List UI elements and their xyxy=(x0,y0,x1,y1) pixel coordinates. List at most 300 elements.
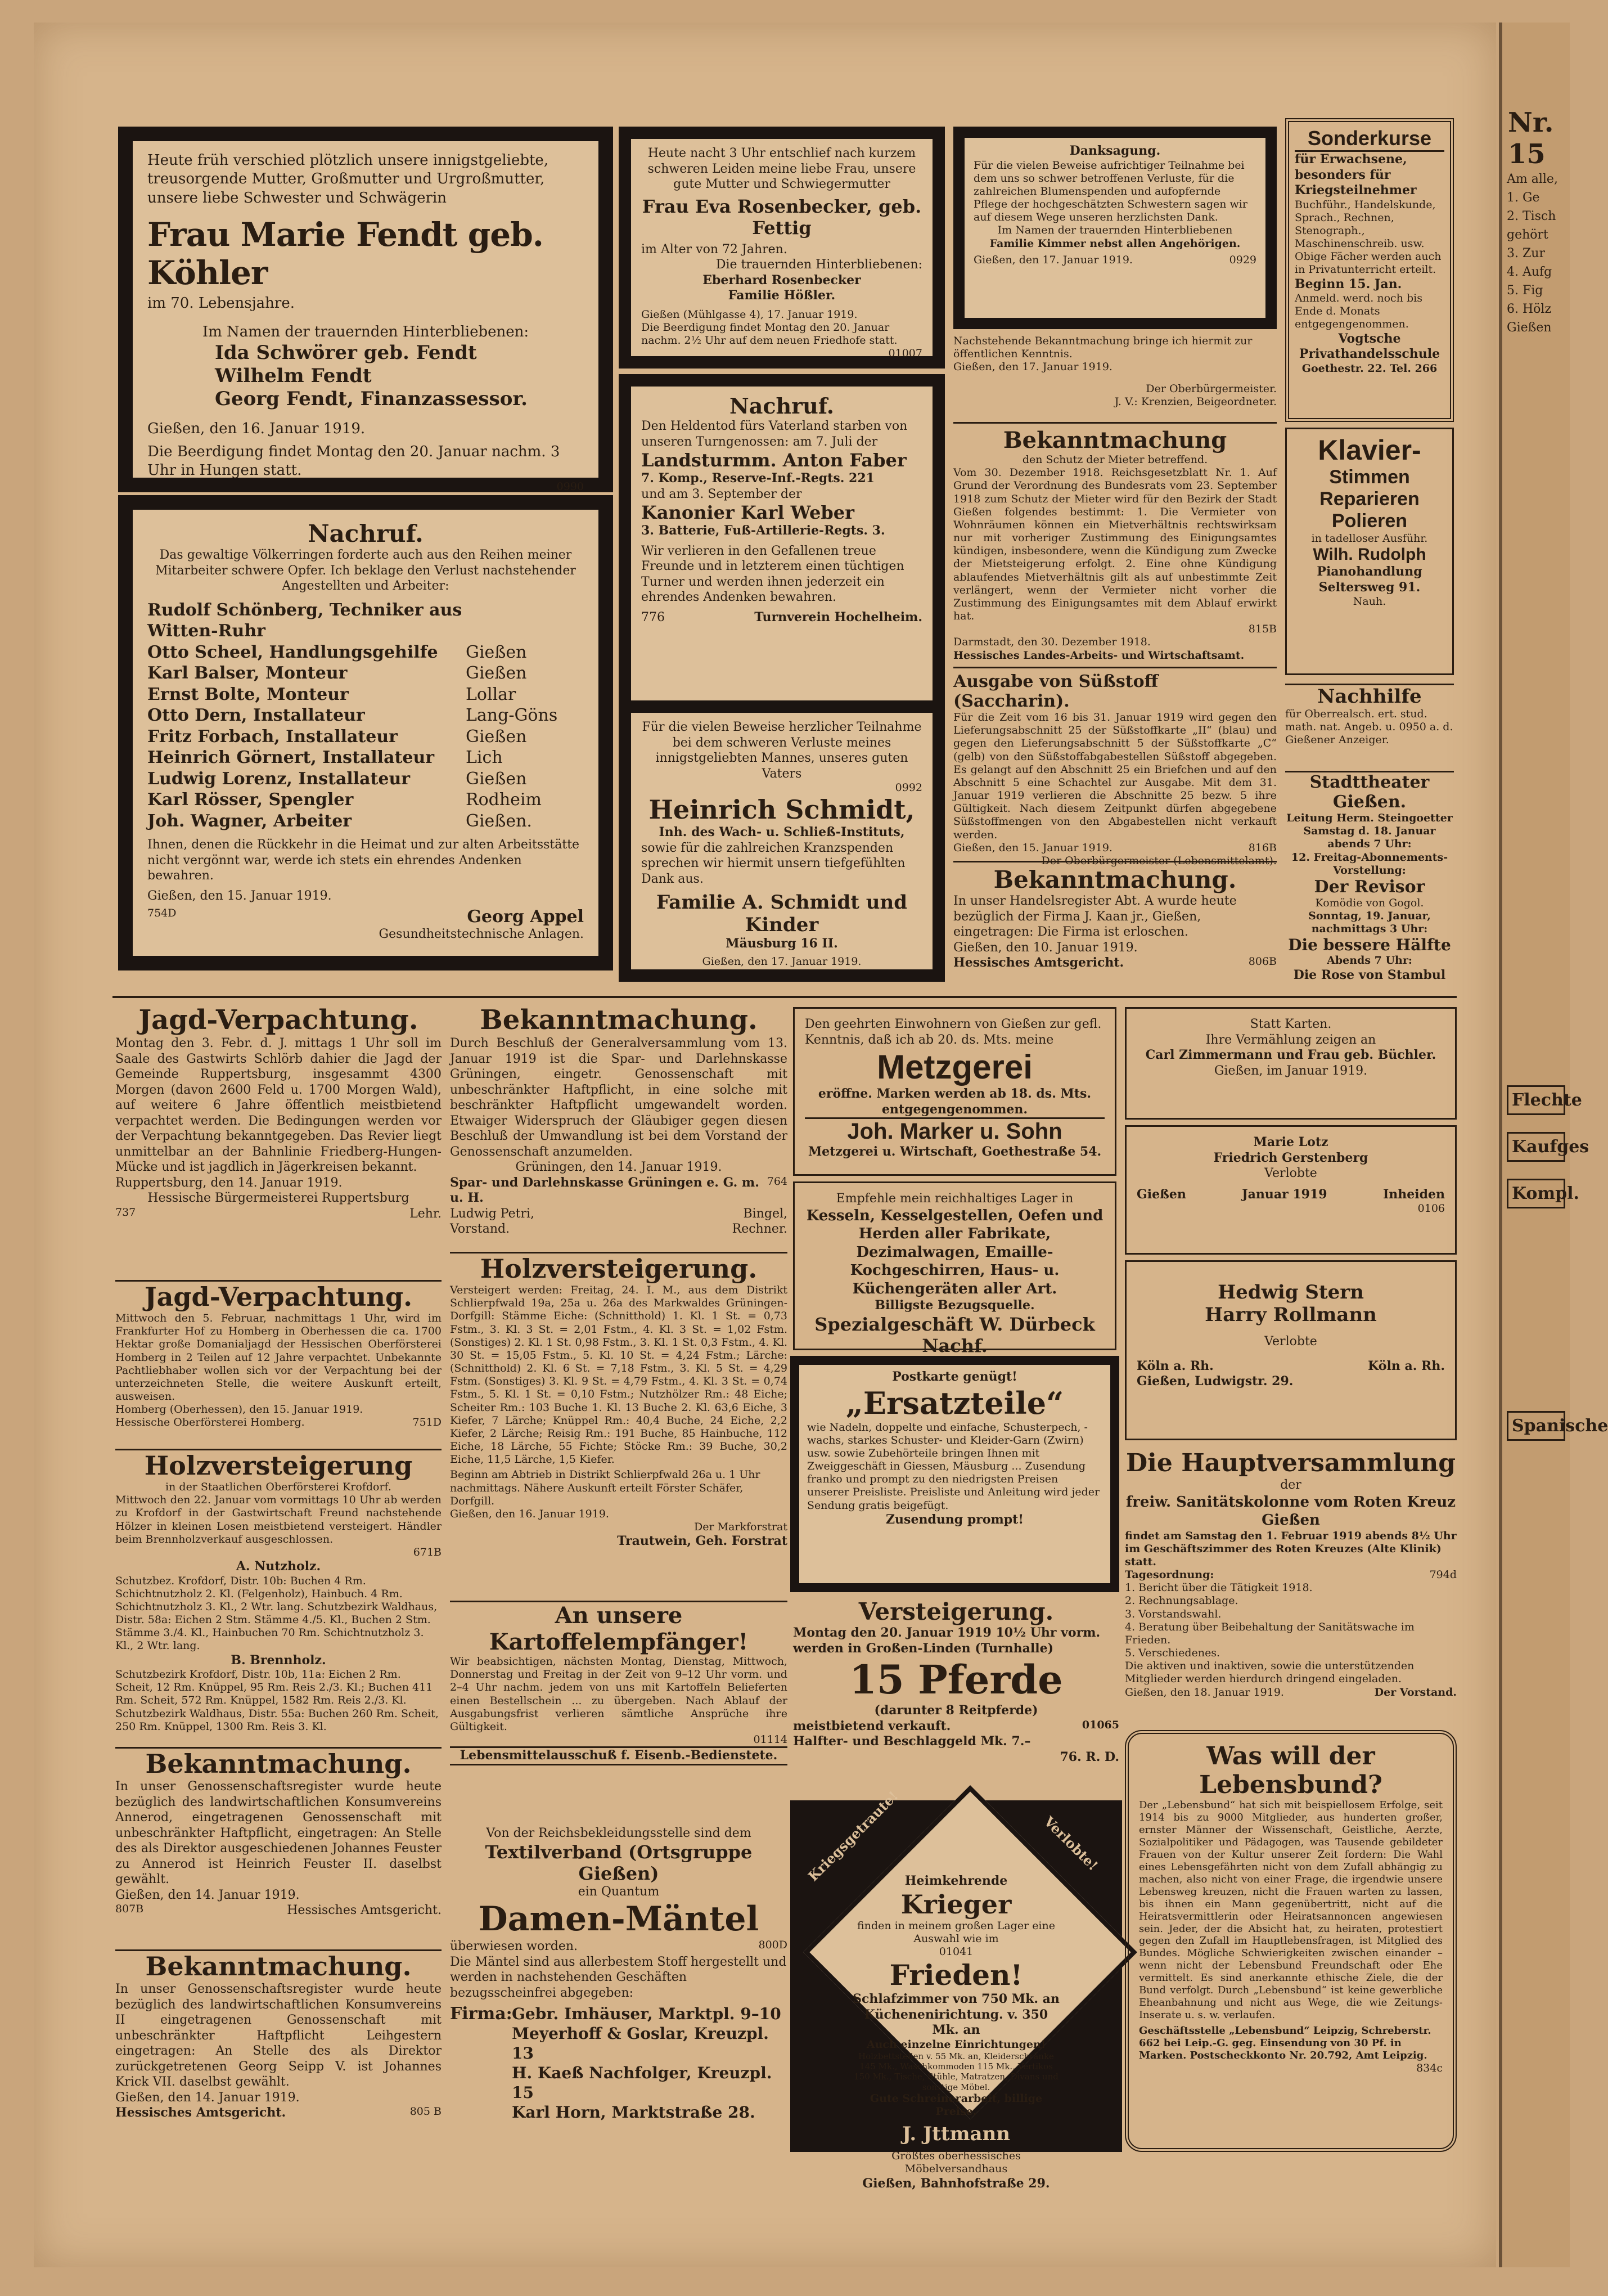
show-time: Samstag d. 18. Januar abends 7 Uhr: xyxy=(1303,825,1436,851)
person-name: Rudolf Schönberg, Techniker aus Witten-Ruhr xyxy=(147,600,462,641)
notice-text: Nachstehende Bekanntmachung bringe ich hiermit zur öffentlichen Kenntnis. xyxy=(953,335,1253,361)
notice-date: Gießen, den 14. Januar 1919. xyxy=(115,2090,300,2105)
fallen-name: Kanonier Karl Weber xyxy=(641,502,854,523)
theater-director: Leitung Herm. Steingoetter xyxy=(1286,812,1453,824)
person-place: Gießen xyxy=(466,769,527,789)
signer-role: Vorstand. xyxy=(450,1222,510,1236)
ad-code: 01041 xyxy=(939,1945,974,1958)
nachhilfe-ad xyxy=(1285,684,1454,765)
ad-quantity: ein Quantum xyxy=(578,1884,660,1899)
nachruf-closing: Ihnen, denen die Rückkehr in die Heimat und zur alten Arbeitsstätte nicht vergönnt war, werde ich stets ein ehrendes Andenken bewahren. xyxy=(147,838,580,883)
obituary-intro: Heute nacht 3 Uhr entschlief nach kurzem schweren Leiden meine liebe Frau, unsere gute Mutter und Schwiegermutter xyxy=(647,146,916,191)
ad-date: Gießen, im Januar 1919. xyxy=(1214,1063,1368,1078)
edge-text: 4. Aufg xyxy=(1507,265,1552,279)
edge-box: Flechte xyxy=(1507,1085,1565,1115)
ad-code: 671B xyxy=(413,1545,442,1558)
offer-line: Auch einzelne Einrichtungen! xyxy=(866,2038,1046,2051)
notice-signer: Lebensmittelausschuß f. Eisenb.-Bedienstete. xyxy=(450,1746,787,1765)
ad-mid: eröffne. Marken werden ab 18. ds. Mts. entgegengenommen. xyxy=(818,1086,1092,1117)
notice-date: Gießen, den 14. Januar 1919. xyxy=(115,1888,300,1902)
ad-title: Krieger xyxy=(900,1889,1012,1920)
nachruf-intro: Das gewaltige Völkerringen forderte auch aus den Reihen meiner Mitarbeiter schwere Opfer. Ich beklage den Verlust nachstehender Angestellten und Arbeiter: xyxy=(155,548,576,593)
krieger-content xyxy=(852,1873,1060,2191)
person-place: Lollar xyxy=(466,684,516,704)
notice-signer: Hessisches Amtsgericht. xyxy=(115,2105,286,2120)
fallen-unit: 7. Komp., Reserve-Inf.-Regts. 221 xyxy=(641,471,875,486)
hauptversammlung-notice xyxy=(1125,1449,1457,1724)
section-body: Schutzbez. Krofdorf, Distr. 10b: Buchen 4 Rm. Schichtnutzholz 2. Kl. (Felgenholz), Hainbuch. 4 Rm. Schichtnutzholz 3. Kl., 2 Wtr. lang. Schutzbezirk Waldhaus, Distr. 58a: Eichen 2 Stm. Stämme 4./5. Kl., Buchen 2 Stm. Stämme 3./4. Kl., Hainbuchen 70 Rm. Schichtnutzholz 3. Kl., 2 Wtr. lang. xyxy=(115,1574,438,1652)
ad-bottom: Zusendung prompt! xyxy=(886,1512,1024,1527)
offer-line: Schlafzimmer von 750 Mk. an xyxy=(853,1992,1060,2007)
ad-code: 807B xyxy=(115,1903,144,1915)
obituary-intro: Heute früh verschied plötzlich unsere innigstgeliebte, treusorgende Mutter, Großmutter und Urgroßmutter, unsere liebe Schwester und Schwägerin xyxy=(147,152,549,206)
thanks-schmidt xyxy=(619,700,945,982)
org-name: freiw. Sanitätskolonne vom Roten Kreuz Gießen xyxy=(1125,1493,1456,1529)
offer-line: Gute Schreinerarbeit, billige Preise. xyxy=(870,2092,1043,2118)
service-2: Reparieren xyxy=(1319,488,1420,510)
funeral-info: Die Beerdigung findet Montag den 20. Januar nachm. 2½ Uhr auf dem neuen Friedhofe statt. xyxy=(641,321,898,347)
vermaehlung-ad xyxy=(1125,1007,1457,1120)
obituary-age: im Alter von 72 Jahren. xyxy=(641,242,787,257)
damen-maentel-ad xyxy=(450,1826,787,2152)
ad-date: Januar 1919 xyxy=(1242,1187,1327,1202)
list-item xyxy=(147,747,584,769)
section-body: Schutzbezirk Krofdorf, Distr. 10b, 11a: Eichen 2 Rm. Scheit, 12 Rm. Knüppel, 95 Rm. Reis 2./3. Kl.; Buchen 411 Rm. Scheit, 572 Rm. Knüppel, 1582 Rm. Reis 2./3. Kl. Schutzbezirk Waldhaus, Distr. 55a: Buchen 260 Rm. Scheit, 250 Rm. Knüppel, 1300 Rm. Reis 3. Kl. xyxy=(115,1668,439,1733)
ad-sub: (darunter 8 Reitpferde) xyxy=(874,1703,1038,1718)
person-name: Otto Scheel, Handlungsgehilfe xyxy=(147,642,438,662)
notice-signer: Der Markforstrat xyxy=(694,1521,787,1534)
nachruf-intro: Den Heldentod fürs Vaterland starben von unseren Turngenossen: am 7. Juli der xyxy=(641,419,908,449)
list-item xyxy=(147,642,584,663)
mourner-name: Ida Schwörer geb. Fendt xyxy=(215,342,477,365)
suessstoff-notice xyxy=(953,667,1277,867)
ad-line: meistbietend verkauft. xyxy=(793,1718,951,1733)
edge-text: Gießen xyxy=(1507,321,1552,335)
ad-top: Postkarte genügt! xyxy=(892,1369,1017,1384)
notice-der: der xyxy=(1280,1478,1301,1492)
ad-code: 01065 xyxy=(1082,1718,1119,1731)
notice-date: Darmstadt, den 30. Dezember 1918. xyxy=(953,636,1151,649)
notice-signer: Hessisches Amtsgericht. xyxy=(953,955,1124,970)
ad-line: Statt Karten. xyxy=(1250,1017,1332,1031)
section-heading: A. Nutzholz. xyxy=(236,1559,321,1574)
firm-name: Joh. Marker u. Sohn xyxy=(805,1117,1105,1144)
ad-code: 815B xyxy=(1248,623,1277,636)
corner-label: Verlobte! xyxy=(1041,1813,1102,1874)
ad-title: Klavier- xyxy=(1318,434,1421,466)
obituary-name: Frau Marie Fendt geb. Köhler xyxy=(147,215,543,292)
ad-line: werden in Großen-Linden (Turnhalle) xyxy=(793,1641,1054,1656)
verlobte-label: Verlobte xyxy=(1264,1166,1317,1180)
person-name: Fritz Forbach, Installateur xyxy=(147,726,398,747)
notice-title: An unsere Kartoffelempfänger! xyxy=(489,1602,749,1655)
ad-subtitle: für Erwachsene, besonders für Kriegsteilnehmer xyxy=(1295,152,1417,197)
notice-body: findet am Samstag den 1. Februar 1919 abends 8½ Uhr im Geschäftszimmer des Roten Kreuzes (Alte Klinik) statt. xyxy=(1125,1529,1457,1568)
notice-title: Bekanntmachung. xyxy=(480,1004,758,1036)
notice-date: Gießen, den 16. Januar 1919. xyxy=(450,1507,609,1520)
notice-date: Gießen, den 10. Januar 1919. xyxy=(953,940,1138,955)
agenda-item: 3. Vorstandswahl. xyxy=(1125,1607,1222,1620)
nachruf-text: Wir verlieren in den Gefallenen treue Freunde und in letzterem einen tüchtigen Turner und werden ihnen jederzeit ein ehrendes Andenken bewahren. xyxy=(641,543,904,604)
firm-item: H. Kaeß Nachfolger, Kreuzpl. 15 xyxy=(512,2064,772,2102)
deceased-name: Heinrich Schmidt, xyxy=(648,794,915,825)
ad-code: 0990 xyxy=(556,480,584,493)
show-time: Sonntag, 19. Januar, nachmittags 3 Uhr: xyxy=(1308,910,1431,936)
thanks-text: sowie für die zahlreichen Kranzspenden sprechen wir hiermit unsern tiefgefühlten Dank aus. xyxy=(641,841,906,886)
ad-line: Halfter- und Beschlaggeld Mk. 7.– xyxy=(793,1734,1031,1749)
ad-code: 01007 xyxy=(888,347,922,360)
ad-code: 805 B xyxy=(409,2105,442,2118)
org-name: Textilverband (Ortsgruppe Gießen) xyxy=(485,1841,753,1884)
notice-body: Vom 30. Dezember 1918. Reichsgesetzblatt Nr. 1. Auf Grund der Verordnung des Bundesrats vom 23. September 1918 zum Schutz der Mieter wird für den Bezirk der Stadt Gießen folgendes bestimmt: 1. Die Vermieter von Wohnräumen können ein Mietverhältnis rechtswirksam nur mit vorheriger Zustimmung des Einigungsamtes kündigen, insbesondere, wenn die Kündigung zum Zwecke der Mietsteigerung erfolgt. 2. Eine ohne Kündigung ablaufendes Mietverhältnis gilt als auf unbestimmte Zeit verlängert, wenn der Vermieter nicht vorher die Zustimmung des Einigungsamtes mit dem Ablauf erwirkt hat. xyxy=(953,466,1277,623)
mourner-name: Georg Fendt, Finanzassessor. xyxy=(215,387,528,410)
obituary-fendt xyxy=(118,127,613,492)
duerbeck-ad xyxy=(793,1181,1116,1356)
firms-label: Firma: xyxy=(450,2004,512,2024)
ad-title: Versteigerung. xyxy=(858,1598,1054,1625)
ad-code: 834c xyxy=(1416,2062,1443,2075)
danksagung-title: Danksagung. xyxy=(1069,143,1161,158)
notice-title: Bekanntmachung. xyxy=(145,1951,412,1982)
list-item xyxy=(147,663,584,684)
page-number: Nr. 15 xyxy=(1508,107,1554,170)
ad-top: Heimkehrende xyxy=(904,1873,1008,1888)
family-place: Mäusburg 16 II. xyxy=(726,936,838,951)
edge-box: Spanische xyxy=(1507,1411,1565,1441)
ad-code: 816B xyxy=(1248,841,1277,854)
signer: Turnverein Hochelheim. xyxy=(754,609,922,624)
kartoffel-notice xyxy=(450,1601,787,1820)
name-2: Friedrich Gerstenberg xyxy=(1213,1150,1368,1165)
corner-label: Kriegsgetraute! xyxy=(804,1787,902,1885)
firm-name: Wilh. Rudolph xyxy=(1313,545,1426,564)
show-time: Abends 7 Uhr: xyxy=(1327,954,1412,967)
agenda-item: 4. Beratung über Beibehaltung der Sanitätswache im Frieden. xyxy=(1125,1620,1415,1646)
ad-intro: Den geehrten Einwohnern von Gießen zur gefl. Kenntnis, daß ich ab 20. ds. Mts. meine xyxy=(805,1017,1102,1047)
bekanntmachung-kaan xyxy=(953,861,1277,987)
offer-line: Küchenenirichtung. v. 350 Mk. an xyxy=(864,2007,1048,2038)
pferde-versteigerung xyxy=(793,1598,1119,1795)
edge-text: gehört xyxy=(1507,228,1548,242)
ersatzteile-ad xyxy=(790,1356,1119,1592)
person-place: Gießen. xyxy=(466,811,532,831)
ad-passed: überwiesen worden. xyxy=(450,1939,578,1953)
signer-name: Bingel, xyxy=(743,1206,787,1221)
bekanntmachung-leihgestern xyxy=(115,1949,442,2152)
notice-body: Montag den 3. Febr. d. J. mittags 1 Uhr soll im Saale des Gastwirts Schlörb dahier die Jagd der Gemeinde Ruppertsburg, insgesammt 4300 Morgen (davon 2600 Feld u. 1700 Morgen Wald), auf weitere 6 Jahre öffentlich meistbietend verpachtet werden. Die Bedingungen werden vor der Verpachtung bekanntgegeben. Das Revier liegt unmittelbar an der Bahnlinie Friedberg-Hungen-Mücke und ist jagdlich in Jägerkreisen bekannt. xyxy=(115,1036,442,1174)
ad-note: Anmeld. werd. noch bis Ende d. Monats entgegengenommen. xyxy=(1295,292,1422,331)
place-2: Köln a. Rh. xyxy=(1368,1358,1445,1373)
mourner-name: Wilhelm Fendt xyxy=(215,365,372,388)
notice-title: Bekanntmachung. xyxy=(993,866,1237,893)
edge-text: Am alle, xyxy=(1507,172,1558,186)
notice-body: In unser Handelsregister Abt. A wurde heute bezüglich der Firma J. Kaan jr., Gießen, eingetragen: Die Firma ist erloschen. xyxy=(953,894,1237,939)
name-2: Harry Rollmann xyxy=(1205,1304,1377,1326)
list-item xyxy=(147,726,584,748)
person-name: Ernst Bolte, Monteur xyxy=(147,684,349,704)
funeral-info: Die Beerdigung findet Montag den 20. Januar nachm. 3 Uhr in Hungen statt. xyxy=(147,443,560,479)
mourners-intro: Die trauernden Hinterbliebenen: xyxy=(715,258,922,272)
ad-code: 01114 xyxy=(753,1733,787,1746)
danksagung xyxy=(953,127,1277,329)
klavier-ad xyxy=(1285,428,1454,675)
ad-text: in tadelloser Ausführ. xyxy=(1311,532,1428,545)
family-name: Familie A. Schmidt und Kinder xyxy=(656,891,907,937)
person-name: Heinrich Görnert, Installateur xyxy=(147,748,435,767)
notice-body: Mittwoch den 22. Januar vom vormittags 10 Uhr ab werden zu Krofdorf in der Gastwirtschaft Freund nachstehende Hölzer in kleinen Losen meistbietend versteigert. Händler beim Brennholzverkauf ausgeschlossen. xyxy=(115,1494,442,1545)
obituary-age: im 70. Lebensjahre. xyxy=(147,294,295,312)
verlobte-label: Verlobte xyxy=(1264,1335,1317,1349)
edge-box: Kaufges xyxy=(1507,1132,1565,1162)
firm-item: Meyerhoff & Goslar, Kreuzpl. 13 xyxy=(512,2024,769,2063)
notice-signer: Hessische Bürgermeisterei Ruppertsburg xyxy=(147,1191,409,1205)
notice-signer2: Lehr. xyxy=(409,1206,442,1221)
ad-body: wie Nadeln, doppelte und einfache, Schusterpech, -wachs, starkes Schuster- und Kleider-Garn (Zwirn) usw. sowie Zubehörteile bringen Ihnen mit Zweiggeschäft in Giessen, Mäusburg ... Zusendung franko und prompt zu den niedrigsten Preisen unserer Preisliste. Preisliste und Anleitung wird jeder Sendung gratis beigefügt. xyxy=(807,1421,1100,1512)
ad-headline: 15 Pferde xyxy=(849,1656,1063,1703)
ad-body: Buchführ., Handelskunde, Sprach., Rechnen, Stenograph., Maschinenschreib. usw. Obige Fächer werden auch in Privatunterricht erteilt. xyxy=(1295,198,1442,276)
ad-title: Was will der Lebensbund? xyxy=(1199,1742,1382,1799)
bank-name: Spar- und Darlehnskasse Grüningen e. G. m. u. H. xyxy=(450,1175,759,1205)
ad-code: 754D xyxy=(147,907,177,919)
lebensbund-ad xyxy=(1125,1730,1457,2152)
service-3: Polieren xyxy=(1331,510,1408,532)
notice-title: Die Hauptversammlung xyxy=(1126,1449,1456,1477)
ad-code: 0929 xyxy=(1229,253,1256,266)
obituary-date: Gießen (Mühlgasse 4), 17. Januar 1919. xyxy=(641,308,858,321)
notice-title: Jagd-Verpachtung. xyxy=(138,1004,418,1036)
deceased-title: Inh. des Wach- u. Schließ-Instituts, xyxy=(659,825,905,840)
list-item xyxy=(147,769,584,790)
service-1: Stimmen xyxy=(1329,466,1410,488)
notice-body: Durch Beschluß der Generalversammlung vom 13. Januar 1919 ist die Spar- und Darlehnskasse Grüningen, eingetr. Genossenschaft mit unbeschränkter Haftpflicht, in eine solche mit beschränkter Haftpflicht umgewandelt worden. Etwaiger Widerspruch der Gläubiger gegen diesen Beschluß der Umwandlung ist bei dem Vorstand der Genossenschaft anzumelden. xyxy=(450,1036,787,1159)
danksagung-text: Für die vielen Beweise aufrichtiger Teilnahme bei dem uns so schwer betroffenen Verluste, für die zahlreichen Blumenspenden und aufopfernde Pflege der hochgeschätzten Schwestern sagen wir auf diesem Wege unseren herzlichsten Dank. xyxy=(974,159,1247,224)
fallen-name: Landsturmm. Anton Faber xyxy=(641,450,907,471)
nachruf-appel xyxy=(118,495,613,970)
obituary-date: Gießen, den 16. Januar 1919. xyxy=(147,420,366,437)
notice-signer2: J. V.: Krenzien, Beigeordneter. xyxy=(1114,396,1277,408)
firm-name: J. Jttmann xyxy=(897,2120,1016,2147)
notice-date: Homberg (Oberhessen), den 15. Januar 1919. xyxy=(115,1403,363,1416)
edge-text: 2. Tisch xyxy=(1507,209,1556,223)
ad-title: Metzgerei xyxy=(877,1048,1033,1086)
firm-desc: Größtes oberhessisches Möbelversandhaus xyxy=(891,2150,1021,2176)
krieger-ad xyxy=(790,1787,1122,2191)
signer-intro: Im Namen der trauernden Hinterbliebenen xyxy=(997,224,1233,237)
person-name: Karl Rösser, Spengler xyxy=(147,790,354,810)
ad-line: 76. R. D. xyxy=(1060,1749,1119,1764)
notice-title: Holzversteigerung xyxy=(144,1450,413,1481)
person-place: Gießen xyxy=(466,642,527,662)
theater-title: Stadttheater Gießen. xyxy=(1309,772,1430,812)
notice-body: In unser Genossenschaftsregister wurde heute bezüglich des landwirtschaftlichen Konsumvereins II eingetragenen Genossenschaft mit unbeschränkter Haftpflicht Leihgestern eingetragen: An Stelle des als Direktor zurückgetretenen Georg Seipp V. ist Johannes Krick VII. daselbst gewählt. xyxy=(115,1982,442,2089)
ad-line: Ihre Vermählung zeigen an xyxy=(1205,1032,1376,1047)
edge-text: 3. Zur xyxy=(1507,246,1545,260)
notice-signer: Hessisches Amtsgericht. xyxy=(287,1903,442,1917)
ad-title: „Ersatzteile“ xyxy=(845,1385,1064,1421)
person-name: Ludwig Lorenz, Installateur xyxy=(147,769,411,789)
nachruf-turnverein xyxy=(619,374,945,717)
place-2: Inheiden xyxy=(1382,1187,1445,1202)
agenda-item: 2. Rechnungsablage. xyxy=(1125,1594,1238,1607)
list-item xyxy=(147,684,584,706)
notice-signer: Der Oberbürgermeister (Lebensmittelamt). xyxy=(1041,854,1277,867)
ad-title: Damen-Mäntel xyxy=(478,1899,759,1939)
ad-code: 806B xyxy=(1248,955,1277,968)
notice-date: Gießen, den 18. Januar 1919. xyxy=(1125,1686,1284,1699)
notice-body: Wir beabsichtigen, nächsten Montag, Dienstag, Mittwoch, Donnerstag und Freitag in der Zeit von 9–12 Uhr vorm. und 2–4 Uhr nachm. jedem von uns mit Kartoffeln Belieferten einen Bestellschein ... zu übergeben. Nach Ablauf der Ausgabungsfrist verlieren sämtliche Ansprüche ihre Gültigkeit. xyxy=(450,1655,787,1733)
adjacent-page-edge xyxy=(1499,23,1608,2267)
notice-date: Grüningen, den 14. Januar 1919. xyxy=(515,1160,722,1174)
ad-body: Der „Lebensbund“ hat sich mit beispiellosem Erfolge, seit 1914 bis zu 9000 Mitglieder, aus hunderten großer, ernster Männer der Wissenschaft, Geistliche, Aerzte, Sozialpolitiker und Pädagogen, was Tausende gebildeter Frauen von der Kultur unserer Zeit fordern: Die Wahl eines Lebensgefährten nicht von dem Zufall abhängig zu machen, also nicht von einer Frage, die irgendwie unsere Lebensweg kreuzen, nicht die Frauen warten zu lassen, bis ihnen ein Mann gegenübertritt, nicht auf die Heiratsvermittlerin oder Heiratsannoncen angewiesen sein. Jeder, der die Absicht hat, zu heiraten, protestiert gegen den Zufall im Hauptlebensfragen, ist Mitglied des Bundes. Mögliche Schwierigkeiten zwischen einander – wenn nicht der Lebensbund Freundschaft oder Ehe vermittelt. Es sind anerkannte ethische Ziele, die der Bund verfolgt. Durch „Lebensbund“ ist keine gewerbliche Eheanbahnung und nicht aus Wege, die wie Zeitungs-Inserate u. s. w. verlaufen. xyxy=(1139,1799,1443,2021)
signer-name: Ludwig Petri, xyxy=(450,1206,535,1221)
fallen-unit: 3. Batterie, Fuß-Artillerie-Regts. 3. xyxy=(641,523,885,538)
firm-item: Gebr. Imhäuser, Marktpl. 9–10 xyxy=(512,2005,781,2023)
sonderkurse-ad xyxy=(1285,118,1454,422)
notice-title: Bekanntmachung. xyxy=(145,1749,412,1779)
name-1: Marie Lotz xyxy=(1253,1135,1328,1149)
holzversteigerung-krofdorf xyxy=(115,1449,442,1741)
agenda-item: 1. Bericht über die Tätigkeit 1918. xyxy=(1125,1581,1313,1594)
person-place: Gießen xyxy=(466,726,527,747)
notice-body: Für die Zeit vom 16 bis 31. Januar 1919 wird gegen den Lieferungsabschnitt 25 der Süßstoffkarte „II“ (blau) und gegen den Lieferungsabschnitt 5 der Süßstoffkarte „C“ (gelb) von den Süßstoffabgabestellen Süßstoff abgegeben. Es gelangt auf den Abschnitt 25 ein Briefchen und auf den Abschnitt 5 eine Schachtel zur Ausgabe. Mit dem 31. Januar 1919 verlieren die Abschnitte 25 bezw. 5 ihre Gültigkeit. Nach diesem Zeitpunkt dürfen abgegebene Süßstoffmengen von den Abgabestellen nicht verkauft werden. xyxy=(953,711,1277,841)
ad-code: 794d xyxy=(1429,1569,1457,1581)
ad-frieden: Frieden! xyxy=(889,1958,1023,1992)
person-place: Lich xyxy=(466,748,503,767)
nachruf-date: Gießen, den 15. Januar 1919. xyxy=(147,888,332,903)
firm-address: Gießen, Bahnhofstraße 29. xyxy=(862,2176,1050,2191)
edge-text: 5. Fig xyxy=(1507,284,1543,298)
firm-name: Spezialgeschäft W. Dürbeck Nachf. xyxy=(814,1313,1095,1356)
mourners-intro: Im Namen der trauernden Hinterbliebenen: xyxy=(202,323,529,341)
person-place: Lang-Göns xyxy=(466,706,558,725)
notice-subtitle: den Schutz der Mieter betreffend. xyxy=(1022,453,1208,466)
signer-name: Georg Appel xyxy=(467,907,584,927)
signer-firm: Gesundheitstechnische Anlagen. xyxy=(379,927,584,941)
list-item xyxy=(147,600,584,642)
firm-type: Pianohandlung xyxy=(1317,564,1422,579)
ad-body: finden in meinem großen Lager eine Auswahl wie im xyxy=(857,1919,1055,1945)
person-name: Joh. Wagner, Arbeiter xyxy=(147,811,352,831)
play-title: Die Rose von Stambul xyxy=(1293,967,1446,982)
notice-date: Ruppertsburg, den 14. Januar 1919. xyxy=(115,1175,343,1190)
notice-signer: Der Vorstand. xyxy=(1374,1686,1457,1699)
play-title: Der Revisor xyxy=(1314,877,1425,897)
school-name-2: Privathandelsschule xyxy=(1299,347,1440,362)
course-start: Beginn 15. Jan. xyxy=(1295,276,1402,291)
signer: Familie Kimmer nebst allen Angehörigen. xyxy=(989,237,1241,250)
jagd-verpachtung-ruppertsburg xyxy=(115,1004,442,1274)
ad-body: Die Mäntel sind aus allerbestem Stoff hergestellt und werden in nachstehenden Geschäften bezugsscheinfrei abgegeben: xyxy=(450,1954,787,2000)
school-address: Goethestr. 22. Tel. 266 xyxy=(1301,362,1438,375)
edge-box: Kompl. xyxy=(1507,1179,1565,1208)
person-name: Otto Dern, Installateur xyxy=(147,706,365,725)
bekanntmachung-annerod xyxy=(115,1747,442,1944)
bekanntmachung-mieterschutz xyxy=(953,422,1277,662)
offer-small: Holzbettstellen v. 55 Mk. an, Kleiderschränke 145 Mk., Waschkommoden 115 Mk., Vertikos 150 Mk., Tische, Stühle, Matratzen, Divans und sonstige Möbel. xyxy=(854,2051,1059,2092)
notice-date: Gießen, den 17. Januar 1919. xyxy=(953,361,1112,374)
firm-city: Nauh. xyxy=(1353,595,1386,608)
bekanntmachung-gruening xyxy=(450,1004,787,1246)
section-heading: B. Brennholz. xyxy=(231,1652,326,1668)
ad-title: Nachhilfe xyxy=(1317,685,1422,708)
notice-body: In unser Genossenschaftsregister wurde heute bezüglich des landwirtschaftlichen Konsumvereins Annerod, eingetragenen Genossenschaft mit unbeschränkter Haftpflicht, eingetragen: An Stelle des als Direktor ausgeschiedenen Johannes Feuster zu Annerod ist Heinrich Feuster II. daselbst gewählt. xyxy=(115,1780,442,1886)
edge-text: 6. Hölz xyxy=(1507,302,1552,316)
notice-signer: Hessisches Landes-Arbeits- und Wirtschaftsamt. xyxy=(953,649,1245,662)
place-1: Gießen xyxy=(1137,1187,1186,1202)
couple-names: Carl Zimmermann und Frau geb. Büchler. xyxy=(1145,1048,1436,1062)
notice-date: Gießen, den 15. Januar 1919. xyxy=(953,841,1112,854)
ad-code: 764 xyxy=(767,1175,787,1188)
thanks-intro: Für die vielen Beweise herzlicher Teilnahme bei dem schweren Verluste meines innigstgeliebten Mannes, unseres guten Vaters xyxy=(642,720,922,781)
notice-text: Die aktiven und inaktiven, sowie die unterstützenden Mitglieder werden hierdurch dringend eingeladen. xyxy=(1125,1660,1415,1686)
list-item xyxy=(147,705,584,726)
obituary-name: Frau Eva Rosenbecker, geb. Fettig xyxy=(642,195,922,239)
school-name: Vogtsche xyxy=(1338,331,1401,346)
ad-intro: Von der Reichsbekleidungsstelle sind dem xyxy=(486,1826,751,1840)
place-1: Köln a. Rh. xyxy=(1137,1358,1214,1373)
stadttheater-ad xyxy=(1285,771,1454,987)
notice-title: Holzversteigerung. xyxy=(480,1253,758,1284)
show-series: 12. Freitag-Abonnements-Vorstellung: xyxy=(1291,851,1448,877)
edge-text: 1. Ge xyxy=(1507,191,1540,205)
notice-body-2: Beginn am Abtrieb in Distrikt Schlierpfwald 26a u. 1 Uhr nachmittags. Nähere Auskunft erteilt Förster Schäfer, Dorfgill. xyxy=(450,1468,760,1507)
firm-item: Karl Horn, Marktstraße 28. xyxy=(512,2103,755,2122)
verlobung-stern xyxy=(1125,1260,1457,1440)
notice-title: Ausgabe von Süßstoff (Saccharin). xyxy=(953,672,1159,711)
signer-role: Rechner. xyxy=(732,1222,787,1236)
notice-title: Jagd-Verpachtung. xyxy=(144,1282,413,1312)
oberbuergermeister-sign xyxy=(953,383,1277,416)
ad-body: Kesseln, Kesselgestellen, Oefen und Herden aller Fabrikate, Dezimalwagen, Emaille-Kochgeschirren, Haus- u. Küchengeräten aller Art. xyxy=(806,1207,1103,1297)
ad-code: 0992 xyxy=(895,781,922,794)
notice-subtitle: in der Staatlichen Oberförsterei Krofdorf. xyxy=(165,1481,391,1493)
play-info: Komödie von Gogol. xyxy=(1315,896,1424,909)
metzgerei-ad xyxy=(793,1007,1116,1176)
firm-address: Metzgerei u. Wirtschaft, Goethestraße 54. xyxy=(808,1144,1102,1159)
person-place xyxy=(466,600,584,642)
nachruf-mid: und am 3. September der xyxy=(641,487,802,501)
person-place: Rodheim xyxy=(466,790,542,810)
danksagung-date: Gießen, den 17. Januar 1919. xyxy=(974,253,1133,266)
ad-code: 737 xyxy=(115,1206,136,1219)
firm-address: Seltersweg 91. xyxy=(1318,579,1421,595)
ad-title: Sonderkurse xyxy=(1295,127,1444,152)
verlobung-lotz xyxy=(1125,1125,1457,1255)
ad-code: 0106 xyxy=(1417,1202,1445,1215)
ad-line: Montag den 20. Januar 1919 10½ Uhr vorm. xyxy=(793,1625,1101,1640)
notice-title: Bekanntmachung xyxy=(1003,427,1227,453)
ad-code: 776 xyxy=(641,610,665,624)
notice-signer2: Trautwein, Geh. Forstrat xyxy=(617,1534,787,1549)
list-item xyxy=(147,789,584,811)
agenda-item: 5. Verschiedenes. xyxy=(1125,1647,1220,1660)
nachruf-title: Nachruf. xyxy=(308,520,424,547)
notice-signer: Der Oberbürgermeister. xyxy=(1146,383,1277,395)
address: Gießen, Ludwigstr. 29. xyxy=(1137,1374,1294,1389)
name-1: Hedwig Stern xyxy=(1218,1281,1364,1304)
ad-code: 800D xyxy=(758,1939,787,1951)
notice-body: Versteigert werden: Freitag, 24. I. M., aus dem Distrikt Schlierpfwald 19a, 25a u. 26a des Markwaldes Grüningen-Dorfgill: Stämme Eiche: (Schnitthold) 1. Kl. 1 St. = 0,73 Fstm., 3. Kl. 3 St. = 2,01 Fstm., 4. Kl. 3 St. = 1,02 Fstm. (Sonstiges) 2. Kl. 1 St. 0,98 Fstm., 3. Kl. 1 St. 0,3 Fstm., 4. Kl. 30 St. = 15,05 Fstm., 5. Kl. 10 St. = 4,24 Fstm.; Lärche: (Schnitthold) 2. Kl. 6 St. = 7,18 Fstm., 3. Kl. 5 St. = 4,29 Fstm. (Sonstiges) 3. Kl. 9 St. = 4,79 Fstm., 4. Kl. 3 St. = 0,74 Fstm., 5. Kl. 1 St. = 0,10 Fstm.; Nutzhölzer Rm.: 48 Eiche; Scheiter Rm.: 103 Buche 1. Kl. 13 Buche 2. Kl. 63,6 Eiche, 3 Kiefer, 7 Lärche; Knüppel Rm.: 40,4 Buche, 24 Eiche, 2,2 Kiefer, 2 Lärche; Reisig Rm.: 191 Buche, 85 Hainbuche, 112 Eiche, 18 Lärche, 55 Fichte; Stöcke Rm.: 39 Buche, 30,2 Eiche, 11,5 Lärche, 1,5 Kiefer. xyxy=(450,1284,787,1466)
ad-body: für Oberrealsch. ert. stud. math. nat. Angeb. u. 0950 a. d. Gießener Anzeiger. xyxy=(1285,708,1453,747)
holzversteigerung-gruening xyxy=(450,1252,787,1595)
thanks-date: Gießen, den 17. Januar 1919. xyxy=(702,955,862,968)
list-item xyxy=(147,811,584,832)
section-divider xyxy=(112,996,1457,998)
ad-sub: Billigste Bezugsquelle. xyxy=(875,1298,1035,1313)
jagd-verpachtung-homberg xyxy=(115,1280,442,1443)
oberbuergermeister-notice xyxy=(953,335,1277,380)
notice-body: Mittwoch den 5. Februar, nachmittags 1 Uhr, wird im Frankfurter Hof zu Homberg in Oberhessen die ca. 1700 Hektar große Domanialjagd der Hessischen Oberförsterei Homberg in 2 Teilen auf 12 Jahre verpachtet. Unbekannte Pachtliebhaber wollen sich vor der Verpachtung bei der unterzeichneten Stelle, die weitere Auskunft erteilt, ausweisen. xyxy=(115,1312,442,1403)
